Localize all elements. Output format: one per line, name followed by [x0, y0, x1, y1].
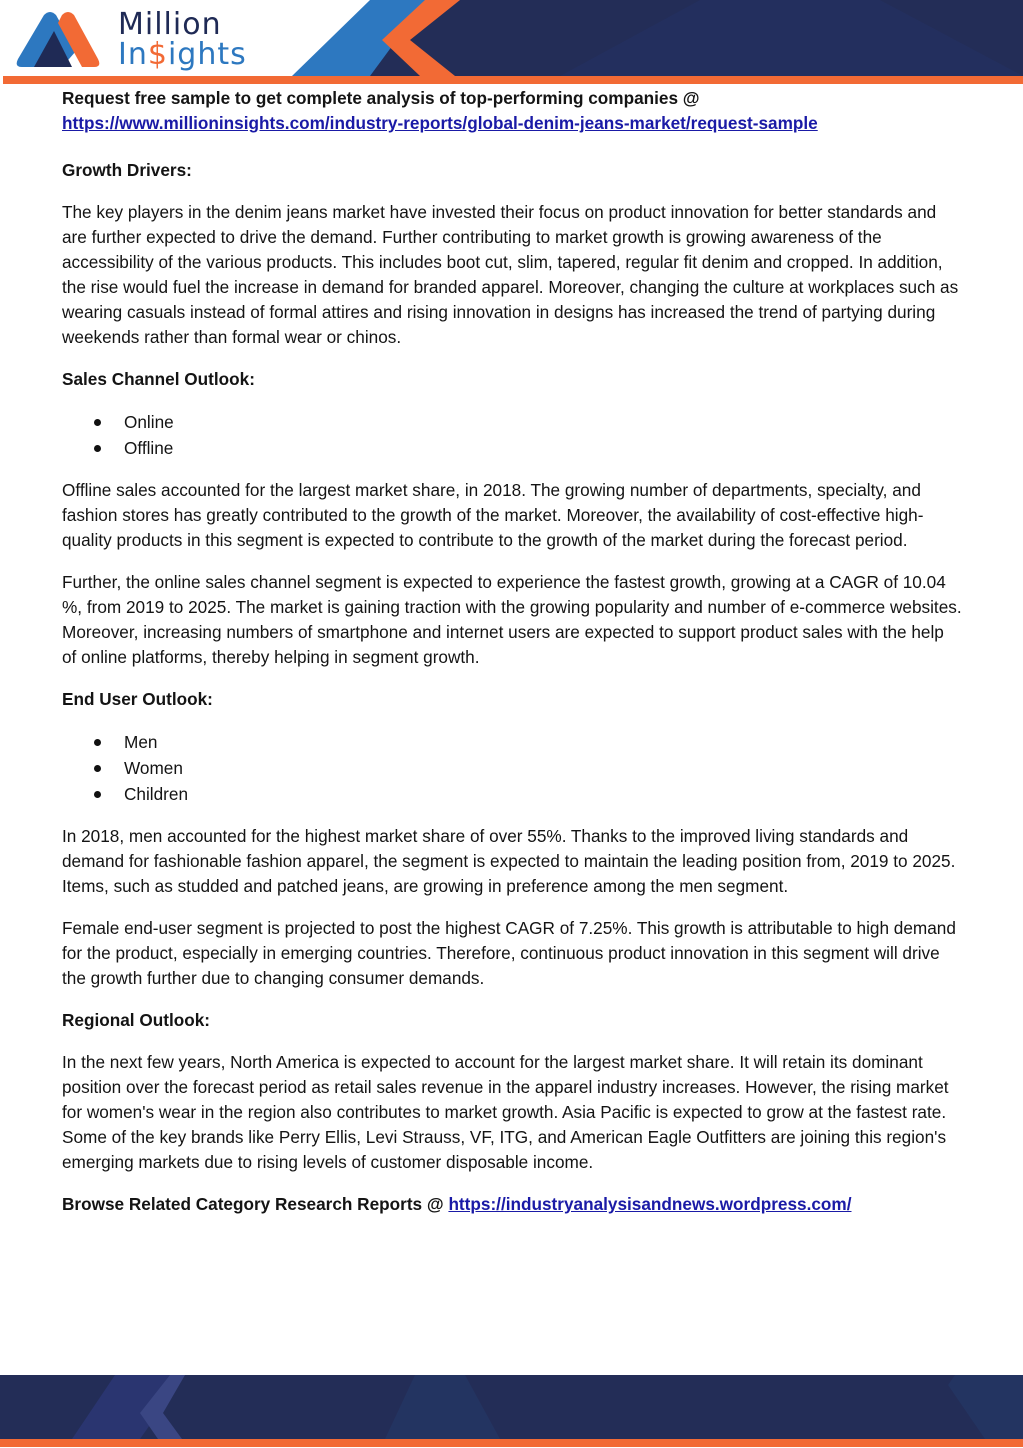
header-accent-stripe — [3, 76, 1023, 84]
end-user-heading: End User Outlook: — [62, 689, 213, 709]
document-body — [62, 86, 962, 1217]
footer-decoration — [0, 1375, 1023, 1439]
end-user-paragraph-female: Female end-user segment is projected to post the highest CAGR of 7.25%. This growth is attributable to high demand for the product, especially in emerging countries. Therefore, continuous product innovation in this segment will drive the growth further due to changing consumer demands. — [62, 918, 956, 988]
sales-channel-paragraph-offline: Offline sales accounted for the largest market share, in 2018. The growing number of departments, specialty, and fashion stores has greatly contributed to the growth of the market. Moreover, the availability of cost-effective high-quality products in this segment is expected to contribute to the growth of the market during the forecast period. — [62, 480, 924, 550]
browse-reports-text: Browse Related Category Research Reports @ — [62, 1194, 444, 1214]
browse-reports-link[interactable]: https://industryanalysisandnews.wordpress.com/ — [448, 1194, 852, 1214]
sample-request-text: Request free sample to get complete analysis of top-performing companies @ — [62, 88, 700, 108]
footer-banner — [0, 1375, 1023, 1448]
list-item: Online — [94, 409, 962, 435]
sample-request-link[interactable]: https://www.millioninsights.com/industry-reports/global-denim-jeans-market/request-sample — [62, 113, 818, 133]
list-item: Children — [94, 781, 962, 807]
logo-mark-icon — [14, 11, 100, 69]
sales-channel-paragraph-online: Further, the online sales channel segment is expected to experience the fastest growth, growing at a CAGR of 10.04 %, from 2019 to 2025. The market is gaining traction with the growing popularity and number of e-commerce websites. Moreover, increasing numbers of smartphone and internet users are expected to support product sales with the help of online platforms, thereby helping in segment growth. — [62, 572, 962, 667]
growth-drivers-heading: Growth Drivers: — [62, 160, 192, 180]
list-item: Men — [94, 729, 962, 755]
end-user-list — [62, 729, 962, 807]
regional-paragraph: In the next few years, North America is expected to account for the largest market share. It will retain its dominant position over the forecast period as retail sales revenue in the apparel industry increases. However, the rising market for women's wear in the region also contributes to market growth. Asia Pacific is expected to grow at the fastest rate. Some of the key brands like Perry Ellis, Levi Strauss, VF, ITG, and American Eagle Outfitters are joining this region's emerging markets due to rising levels of customer disposable income. — [62, 1052, 949, 1172]
logo-text-insights: In$ights — [118, 37, 247, 72]
list-item: Women — [94, 755, 962, 781]
logo-text-million: Million — [118, 7, 222, 42]
regional-heading: Regional Outlook: — [62, 1010, 210, 1030]
footer-accent-stripe — [0, 1439, 1023, 1447]
growth-drivers-paragraph: The key players in the denim jeans market have invested their focus on product innovation for better standards and are further expected to drive the demand. Further contributing to market growth is growing awareness of the accessibility of the various products. This includes boot cut, slim, tapered, regular fit denim and cropped. In addition, the rise would fuel the increase in demand for branded apparel. Moreover, changing the culture at workplaces such as wearing casuals instead of formal attires and rising innovation in designs has increased the trend of partying during weekends rather than formal wear or chinos. — [62, 202, 959, 347]
footer-band — [0, 1375, 1023, 1439]
end-user-paragraph-men: In 2018, men accounted for the highest market share of over 55%. Thanks to the improved living standards and demand for fashionable fashion apparel, the segment is expected to maintain the leading position from, 2019 to 2025. Items, such as studded and patched jeans, are growing in preference among the men segment. — [62, 826, 956, 896]
list-item: Offline — [94, 435, 962, 461]
company-logo — [14, 8, 247, 72]
sales-channel-list — [62, 409, 962, 461]
header-banner — [0, 0, 1023, 84]
sales-channel-heading: Sales Channel Outlook: — [62, 369, 255, 389]
